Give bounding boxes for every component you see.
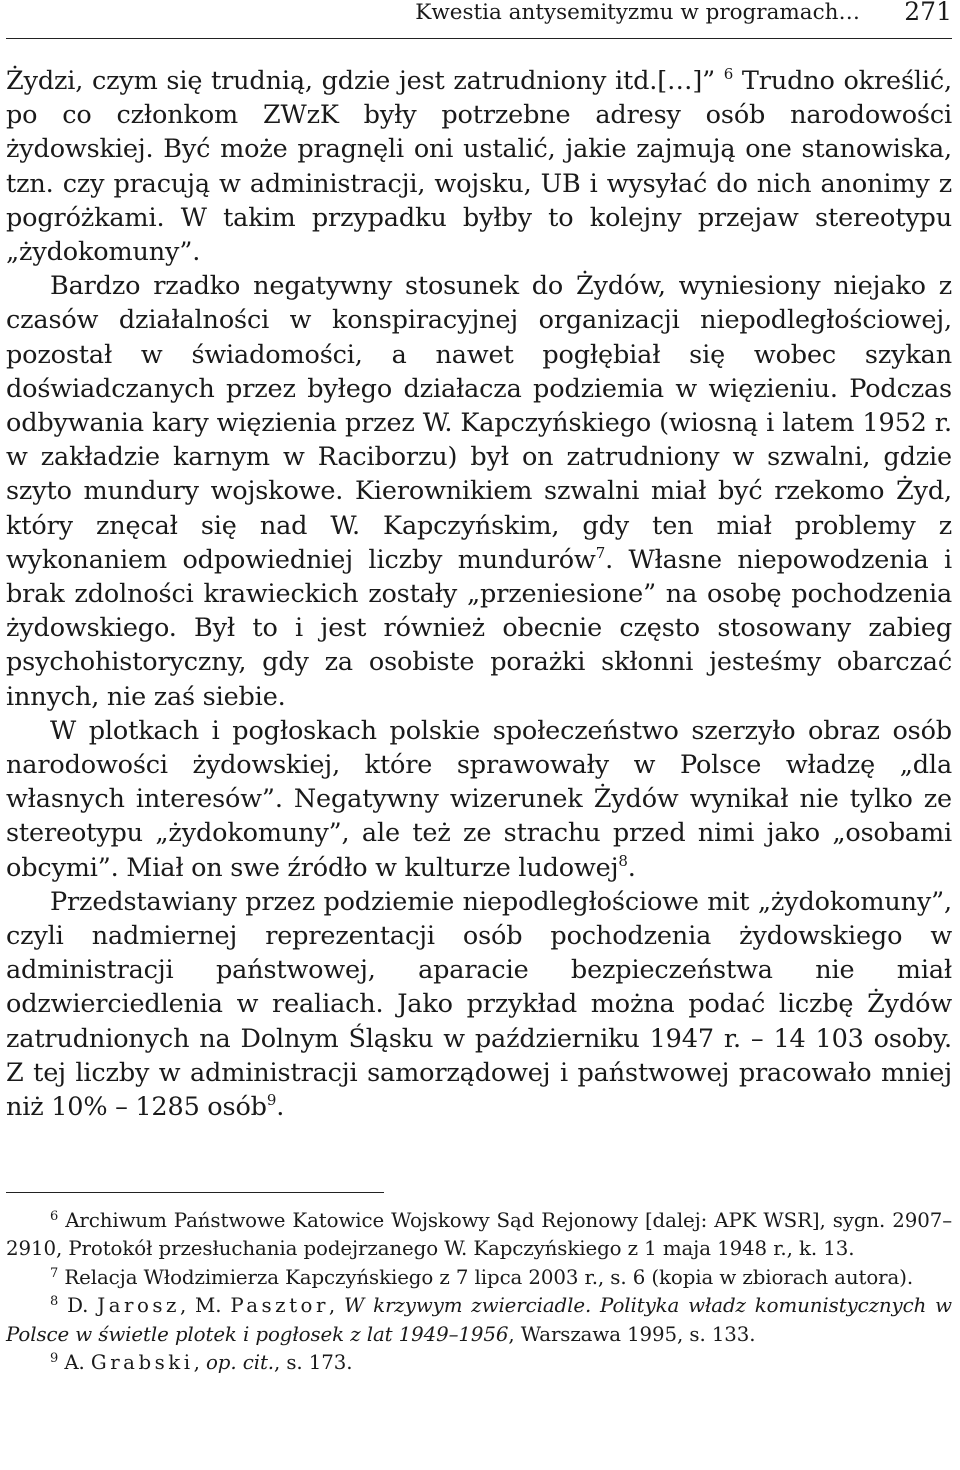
author-surname: Jarosz [97, 1294, 180, 1318]
footnotes [6, 1207, 952, 1377]
footnote-separator [6, 1192, 384, 1193]
footnote [6, 1292, 952, 1349]
paragraph [6, 714, 952, 885]
text-run: , [328, 1294, 345, 1318]
text-run: Żydzi, czym się trudnią, gdzie jest zatrudniony itd.[…]” [6, 66, 724, 96]
text-run: W plotkach i pogłoskach polskie społeczeństwo szerzyło obraz osób narodowości żydowskiej, które sprawowały w Polsce władzę „dla własnych interesów”. Negatywny wizerunek Żydów wynikał nie tylko ze stereotypu „żydokomuny”, ale też ze strachu przed nimi jako „osobami obcymi”. Miał on swe źródło w kulturze ludowej [6, 715, 952, 883]
footnote [6, 1207, 952, 1264]
footnote [6, 1264, 952, 1292]
paragraph [6, 885, 952, 1124]
footnote [6, 1349, 952, 1377]
footnote-marker: 6 [723, 65, 734, 83]
running-title: Kwestia antysemityzmu w programach… [415, 0, 860, 25]
text-run: . [627, 852, 636, 883]
text-run: , s. 173. [274, 1351, 353, 1375]
body-text [6, 64, 952, 1124]
italic-title: W krzywym zwierciadle. Polityka władz komunistycznych w Polsce w świetle plotek i pogłosek z lat 1949–1956 [6, 1294, 953, 1346]
text-run: , [193, 1351, 206, 1375]
footnote-marker: 7 [50, 1265, 59, 1281]
footnote-marker: 6 [50, 1209, 59, 1224]
paragraph [6, 64, 952, 269]
text-run: Bardzo rzadko negatywny stosunek do Żydów, wyniesiony niejako z czasów działalności w konspiracyjnej organizacji niepodległościowej, pozostał w świadomości, a nawet pogłębiał się wobec szykan doświadczanych przez byłego działacza podziemia w więzieniu. Podczas odbywania kary więzienia przez W. Kapczyńskiego (wiosną i latem 1952 r. w zakładzie karnym w Raciborzu) był on zatrudniony w szwalni, gdzie szyto mundury wojskowe. Kierownikiem szwalni miał być rzekomo Żyd, który znęcał się nad W. Kapczyńskim, gdy ten miał problemy z wykonaniem odpowiedniej liczby mundurów [6, 271, 952, 575]
author-surname: Grabski [90, 1351, 194, 1375]
text-run: Trudno określić, po co członkom ZWzK były potrzebne adresy osób narodowości żydowskiej. Być może pragnęli oni ustalić, jakie zajmują one stanowiska, tzn. czy pracują w administracji, wojsku, UB i wysyłać do nich anonimy z pogróżkami. W takim przypadku byłby to kolejny przejaw stereotypu „żydokomuny”. [6, 66, 952, 268]
footnote-marker: 9 [266, 1091, 277, 1110]
footnote-marker: 8 [618, 851, 628, 870]
text-run: Archiwum Państwowe Katowice Wojskowy Sąd Rejonowy [dalej: APK WSR], sygn. 2907–2910, Protokół przesłuchania podejrzanego W. Kapczyńskiego z 1 maja 1948 r., k. 13. [6, 1209, 952, 1261]
text-run: , Warszawa 1995, s. 133. [508, 1322, 756, 1346]
italic-title: op. cit. [206, 1351, 274, 1375]
text-run: , M. [179, 1294, 231, 1318]
text-run: A. [58, 1351, 91, 1375]
paragraph [6, 269, 952, 714]
text-run: Relacja Włodzimierza Kapczyńskiego z 7 lipca 2003 r., s. 6 (kopia w zbiorach autora). [58, 1265, 914, 1289]
page-number: 271 [904, 0, 952, 26]
text-run: . Własne niepowodzenia i brak zdolności krawieckich zostały „przeniesione” na osobę pochodzenia żydowskiego. Był to i jest również obecnie często stosowany zabieg psychohistoryczny, gdy za osobiste porażki skłonni jesteśmy obarczać innych, nie zaś siebie. [6, 544, 952, 712]
text-run: D. [58, 1294, 98, 1318]
author-surname: Pasztor [230, 1294, 329, 1318]
running-header [6, 0, 952, 39]
footnote-marker: 7 [595, 543, 606, 562]
footnote-marker: 9 [50, 1351, 59, 1367]
footnote-marker: 8 [50, 1294, 59, 1310]
text-run: Przedstawiany przez podziemie niepodległościowe mit „żydokomuny”, czyli nadmiernej reprezentacji osób pochodzenia żydowskiego w administracji państwowej, aparacie bezpieczeństwa nie miał odzwierciedlenia w realiach. Jako przykład można podać liczbę Żydów zatrudnionych na Dolnym Śląsku w październiku 1947 r. – 14 103 osoby. Z tej liczby w administracji samorządowej i państwowej pracowało mniej niż 10% – 1285 osób [6, 886, 952, 1123]
text-run: . [276, 1092, 285, 1123]
